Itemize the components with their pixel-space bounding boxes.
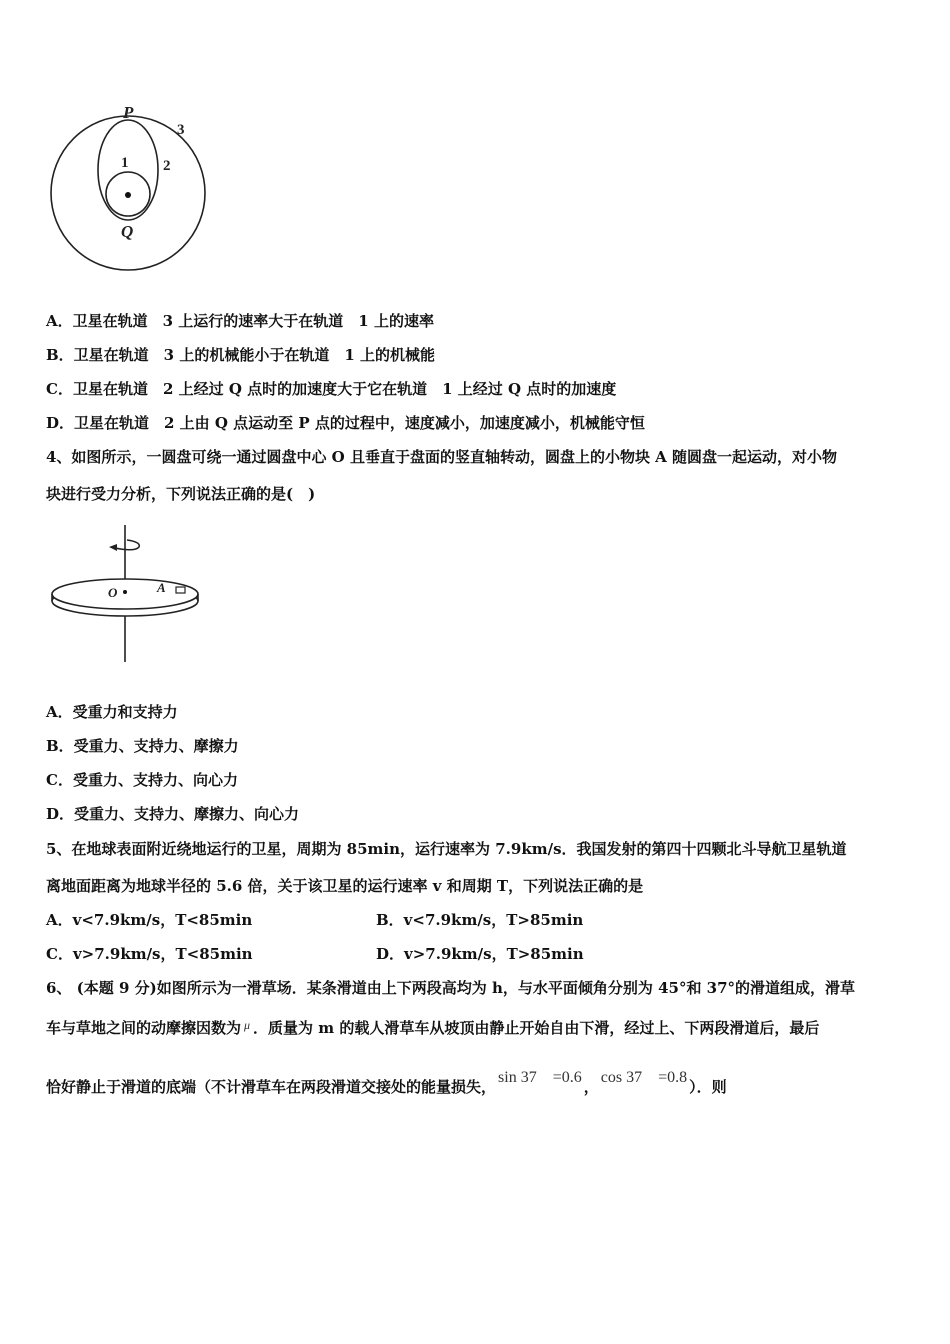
earth-center-dot xyxy=(125,192,131,198)
label-3: 3 xyxy=(177,122,185,138)
sin-formula: sin 37 =0.6 xyxy=(498,1069,582,1086)
q4-option-d: D．受重力、支持力、摩擦力、向心力 xyxy=(46,805,300,823)
q5-stem-line2: 离地面距离为地球半径的 5.6 倍，关于该卫星的运行速率 v 和周期 T，下列说法正确的是 xyxy=(46,877,644,895)
mu-symbol: μ xyxy=(244,1018,251,1032)
label-p: P xyxy=(123,103,134,122)
q3-option-b: B．卫星在轨道 3 上的机械能小于在轨道 1 上的机械能 xyxy=(46,346,435,364)
label-a: A xyxy=(157,580,166,595)
q5-stem-line1: 5、在地球表面附近绕地运行的卫星，周期为 85min，运行速率为 7.9km/s．我国发射的第四十四颗北斗导航卫星轨道 xyxy=(46,840,847,858)
arrow-head xyxy=(109,544,117,551)
q6-line2 xyxy=(46,1015,819,1038)
q5-option-d: D．v>7.9km/s，T>85min xyxy=(376,945,584,963)
q6-comma: ， xyxy=(583,1078,599,1096)
disk-figure xyxy=(45,520,205,665)
q3-option-a: A．卫星在轨道 3 上运行的速率大于在轨道 1 上的速率 xyxy=(46,312,434,330)
q4-option-b: B．受重力、支持力、摩擦力 xyxy=(46,737,239,755)
q6-line3-a: 恰好静止于滑道的底端（不计滑草车在两段滑道交接处的能量损失， xyxy=(46,1078,497,1096)
q3-option-d: D．卫星在轨道 2 上由 Q 点运动至 P 点的过程中，速度减小，加速度减小，机械能守恒 xyxy=(46,414,645,432)
orbit-figure xyxy=(40,98,220,278)
disk-center-dot xyxy=(123,590,127,594)
label-q: Q xyxy=(121,222,134,241)
q6-line3-b: ）．则 xyxy=(689,1078,727,1096)
q4-stem-line1: 4、如图所示，一圆盘可绕一通过圆盘中心 O 且垂直于盘面的竖直轴转动，圆盘上的小物块 A 随圆盘一起运动，对小物 xyxy=(46,448,838,466)
label-o: O xyxy=(108,585,118,600)
q3-option-c: C．卫星在轨道 2 上经过 Q 点时的加速度大于它在轨道 1 上经过 Q 点时的加速度 xyxy=(46,380,617,398)
cos-formula: cos 37 =0.8 xyxy=(600,1069,688,1086)
q5-option-a: A．v<7.9km/s，T<85min xyxy=(46,911,253,929)
block-a xyxy=(176,587,185,593)
label-1: 1 xyxy=(121,155,129,171)
q6-line1: 6、 (本题 9 分)如图所示为一滑草场．某条滑道由上下两段高均为 h，与水平面倾角分别为 45°和 37°的滑道组成，滑草 xyxy=(46,979,856,997)
label-2: 2 xyxy=(163,158,171,174)
q6-line2-b: ．质量为 m 的载人滑草车从坡顶由静止开始自由下滑，经过上、下两段滑道后，最后 xyxy=(253,1019,820,1037)
q4-stem-line2: 块进行受力分析，下列说法正确的是( ) xyxy=(46,485,316,503)
q4-option-c: C．受重力、支持力、向心力 xyxy=(46,771,238,789)
q5-option-b: B．v<7.9km/s，T>85min xyxy=(376,911,584,929)
rotation-arrow-icon xyxy=(115,540,139,550)
q4-option-a: A．受重力和支持力 xyxy=(46,703,178,721)
q6-line3 xyxy=(46,1069,727,1098)
q5-option-c: C．v>7.9km/s，T<85min xyxy=(46,945,253,963)
q6-line2-a: 车与草地之间的动摩擦因数为 xyxy=(46,1019,242,1037)
